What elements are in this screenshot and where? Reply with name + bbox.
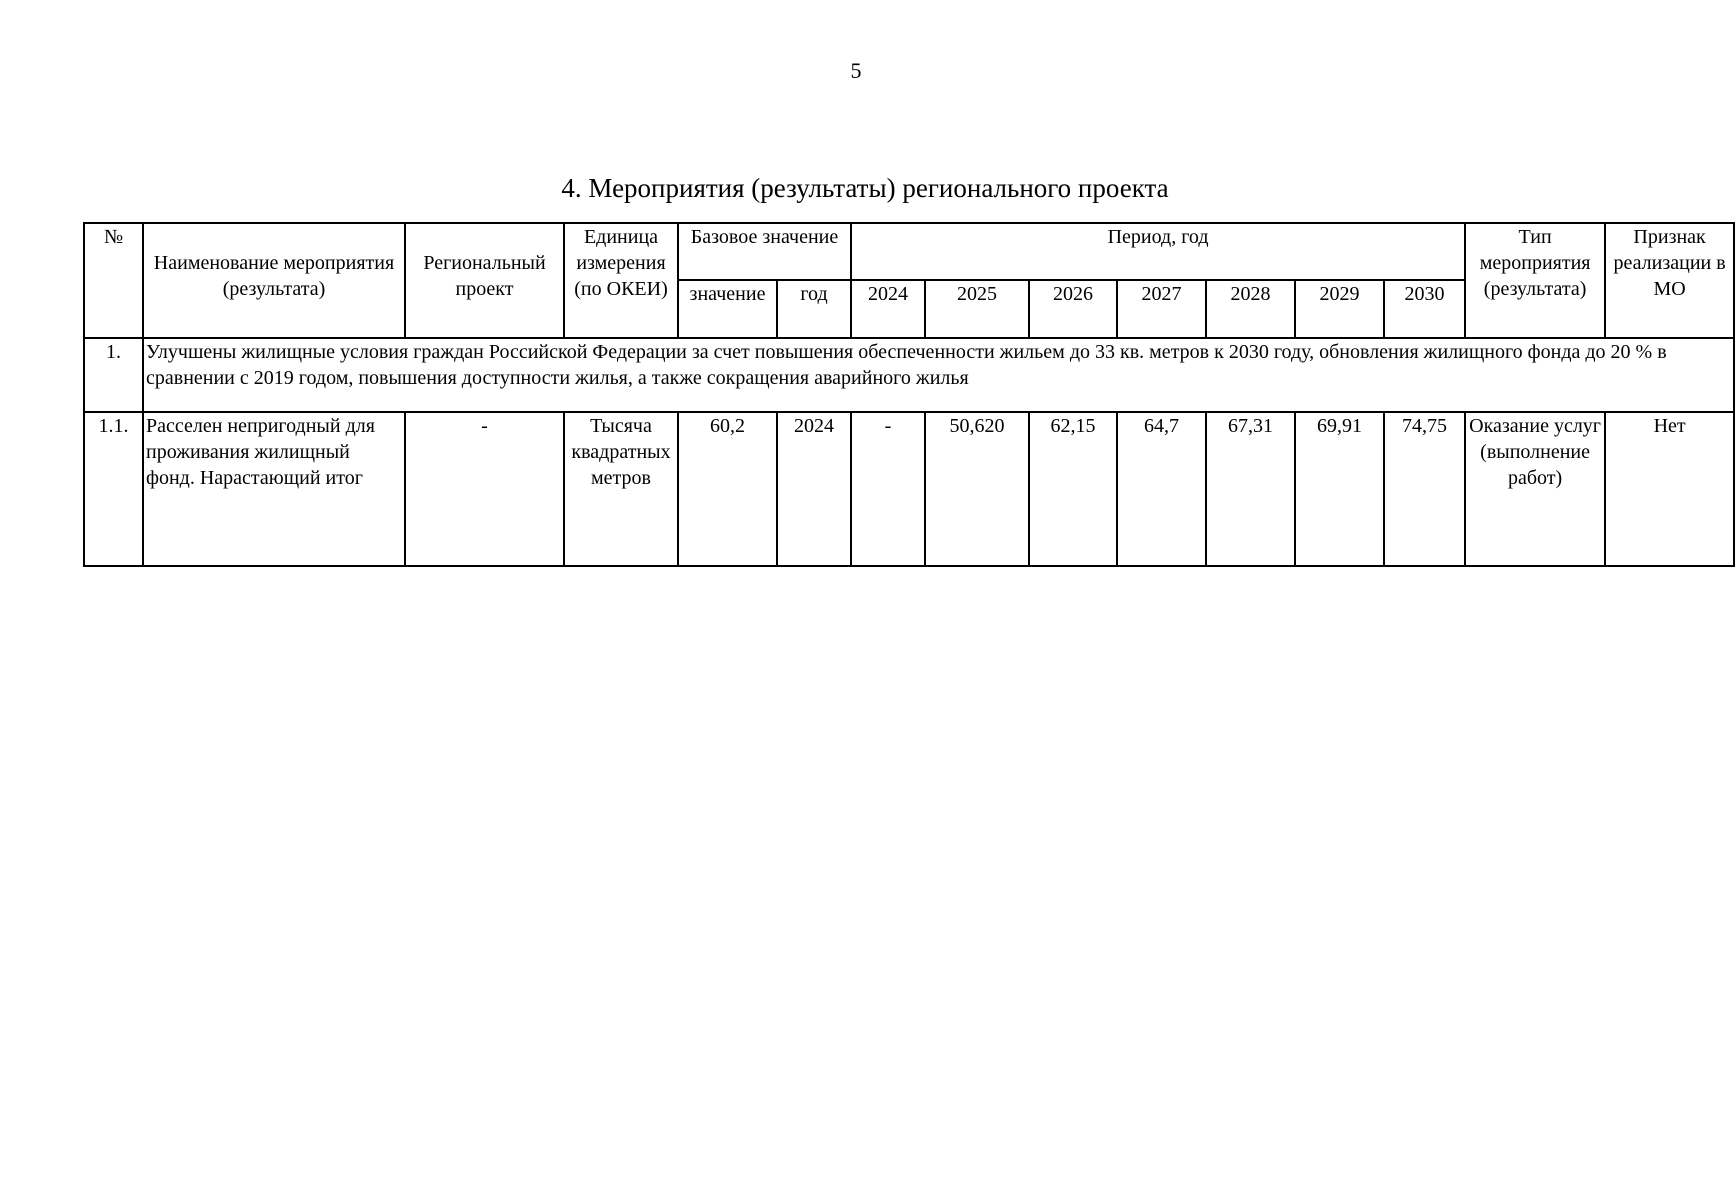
goal-num: 1. <box>84 338 143 412</box>
header-year-2026: 2026 <box>1029 280 1117 338</box>
header-year-2024: 2024 <box>851 280 925 338</box>
header-base-value: значение <box>678 280 777 338</box>
row-unit: Тысяча квадратных метров <box>564 412 678 566</box>
row-base-year: 2024 <box>777 412 851 566</box>
row-type: Оказание услуг (выполнение работ) <box>1465 412 1605 566</box>
row-value-2026: 62,15 <box>1029 412 1117 566</box>
row-value-2030: 74,75 <box>1384 412 1465 566</box>
header-sign: Признак реализации в МО <box>1605 223 1734 338</box>
row-value-2029: 69,91 <box>1295 412 1384 566</box>
goal-row <box>84 338 1734 412</box>
header-year-2028: 2028 <box>1206 280 1295 338</box>
row-value-2028: 67,31 <box>1206 412 1295 566</box>
header-num: № <box>84 223 143 338</box>
row-base-value: 60,2 <box>678 412 777 566</box>
row-value-2027: 64,7 <box>1117 412 1206 566</box>
header-project: Региональный проект <box>405 223 564 338</box>
row-name: Расселен непригодный для проживания жилищный фонд. Нарастающий итог <box>143 412 405 566</box>
header-year-2025: 2025 <box>925 280 1029 338</box>
results-table <box>83 222 1735 567</box>
header-year-2027: 2027 <box>1117 280 1206 338</box>
header-year-2030: 2030 <box>1384 280 1465 338</box>
header-type: Тип мероприятия (результата) <box>1465 223 1605 338</box>
row-num: 1.1. <box>84 412 143 566</box>
row-sign: Нет <box>1605 412 1734 566</box>
results-table-container <box>83 222 1726 572</box>
row-value-2025: 50,620 <box>925 412 1029 566</box>
table-row <box>84 412 1734 566</box>
header-base-year: год <box>777 280 851 338</box>
page-number: 5 <box>850 58 862 83</box>
row-value-2024: - <box>851 412 925 566</box>
header-base: Базовое значение <box>678 223 851 280</box>
header-row-1 <box>84 223 1734 280</box>
goal-text: Улучшены жилищные условия граждан Российской Федерации за счет повышения обеспеченности жильем до 33 кв. метров к 2030 году, обновления жилищного фонда до 20 % в сравнении с 2019 годом, повышения доступности жилья, а также сокращения аварийного жилья <box>143 338 1734 412</box>
header-unit: Единица измерения (по ОКЕИ) <box>564 223 678 338</box>
row-project: - <box>405 412 564 566</box>
header-name: Наименование мероприятия (результата) <box>143 223 405 338</box>
section-title: 4. Мероприятия (результаты) регионального проекта <box>561 173 1169 203</box>
header-year-2029: 2029 <box>1295 280 1384 338</box>
header-period: Период, год <box>851 223 1465 280</box>
